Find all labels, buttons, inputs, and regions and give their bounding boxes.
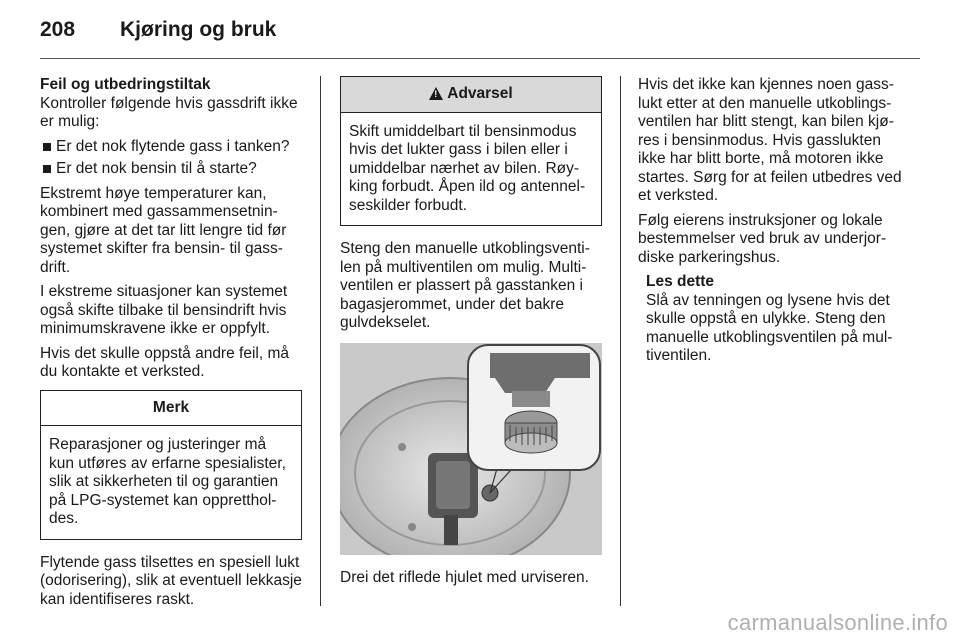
paragraph: Følg eierens instruksjoner og lokale bestemmelser ved bruk av underjordiske parkeringshus. <box>638 211 887 266</box>
page-number: 208 <box>40 18 76 41</box>
page-header <box>40 18 920 60</box>
column-divider <box>620 76 621 606</box>
warning-icon: ! <box>429 87 443 100</box>
paragraph: I ekstreme situasjoner kan systemet også skifte tilbake til bensindrift hvis minimumskravene ikke er oppfylt. <box>40 283 288 337</box>
paragraph: Hvis det ikke kan kjennes noen gasslukt etter at den manuelle utkoblingsventilen har blitt stengt, kan bilen kjøres i bensinmodus. Hvis gasslukten ikke har blitt borte, må motoren ikke startes. Sørg for at feilen utbedres ved et verksted. <box>638 76 902 204</box>
column-left <box>40 76 302 615</box>
square-bullet-icon <box>43 165 51 173</box>
intro-text: Kontroller følgende hvis gassdrift ikke er mulig: <box>40 94 298 130</box>
caution-note <box>646 273 903 366</box>
paragraph: Ekstremt høye temperaturer kan, kombinert med gassammensetningen, gjøre at det tar litt lengre tid før systemet skifter fra bensin- til gassdrift. <box>40 184 287 276</box>
note-box <box>40 390 302 540</box>
multivalve-drawing <box>340 343 602 555</box>
section-heading: Feil og utbedringstiltak <box>40 76 211 93</box>
check-list <box>40 138 302 179</box>
header-rule <box>40 58 920 59</box>
caution-note-title: Les dette <box>646 273 715 290</box>
watermark: carmanualsonline.info <box>727 610 948 635</box>
warning-box-title: ! Advarsel <box>341 77 601 113</box>
paragraph: Hvis det skulle oppstå andre feil, må du kontakte et verksted. <box>40 344 289 380</box>
warning-box <box>340 76 602 226</box>
column-divider <box>320 76 321 606</box>
paragraph: Flytende gass tilsettes en spesiell lukt (odorisering), slik at eventuell lekkasje kan identifiseres raskt. <box>40 553 302 608</box>
chapter-title: Kjøring og bruk <box>120 18 277 41</box>
note-box-body: Reparasjoner og justeringer må kun utføres av erfarne spesialister, slik at sikkerheten til og garantien på LPG-systemet kan opprettholdes. <box>49 436 286 527</box>
list-item: Er det nok flytende gass i tanken? <box>40 138 302 157</box>
column-middle <box>340 76 602 593</box>
column-right <box>638 76 903 366</box>
warning-box-body: Skift umiddelbart til bensinmodus hvis det lukter gass i bilen eller i umiddelbar nærhet av bilen. Røyking forbudt. Åpen ild og antennelseskilder forbudt. <box>349 122 586 214</box>
valve-illustration <box>340 343 602 555</box>
square-bullet-icon <box>43 143 51 151</box>
figure-caption: Drei det riflede hjulet med urviseren. <box>340 568 589 586</box>
caution-note-body: Slå av tenningen og lysene hvis det skulle oppstå en ulykke. Steng den manuelle utkoblingsventilen på multiventilen. <box>646 291 893 364</box>
paragraph: Steng den manuelle utkoblingsventilen på multiventilen om mulig. Multiventilen er plassert på gasstanken i bagasjerommet, under det bakre gulvdekselet. <box>340 240 590 331</box>
list-item: Er det nok bensin til å starte? <box>40 160 302 179</box>
note-box-title: Merk <box>41 391 301 427</box>
